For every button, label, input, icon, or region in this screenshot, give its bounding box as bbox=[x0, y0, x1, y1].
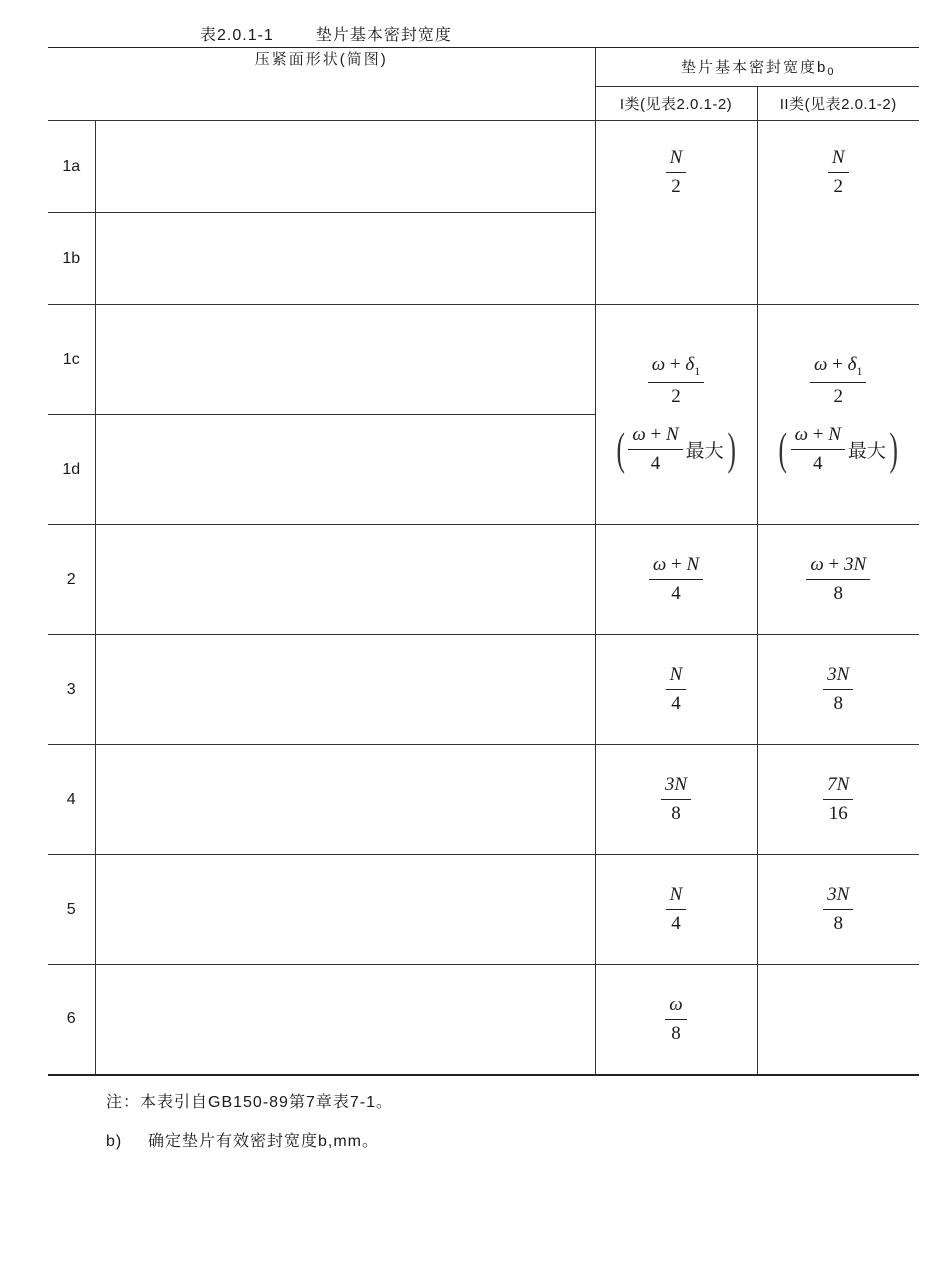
formula-4-c1: $\frac{3N}{8}$ bbox=[661, 774, 691, 825]
b0-class1-4 bbox=[595, 745, 757, 855]
section-marker: b) bbox=[106, 1133, 123, 1150]
b0-class2-3 bbox=[757, 635, 919, 745]
section-text: 确定垫片有效密封宽度b,mm。 bbox=[148, 1133, 380, 1150]
formula-1ab-c1: $\frac{N}{2}$ bbox=[666, 147, 687, 198]
table-title: 垫片基本密封宽度 bbox=[315, 27, 452, 44]
b0-class1-5 bbox=[595, 855, 757, 965]
b0-class1-1ab bbox=[595, 121, 757, 305]
row-label-1d: 1d bbox=[48, 415, 95, 525]
b0-class1-3 bbox=[595, 635, 757, 745]
row-label-1c: 1c bbox=[48, 305, 95, 415]
shape-figure-1b bbox=[95, 213, 595, 305]
header-class-2: II类(见表2.0.1-2) bbox=[757, 87, 919, 121]
row-label-5: 5 bbox=[48, 855, 95, 965]
shape-figure-1d bbox=[95, 415, 595, 525]
row-label-1b: 1b bbox=[48, 213, 95, 305]
formula-1cd-c2: $\frac{\omega + \delta_1}{2}$ bbox=[810, 354, 866, 407]
shape-figure-2 bbox=[95, 525, 595, 635]
b0-class2-4 bbox=[757, 745, 919, 855]
b0-class2-6 bbox=[757, 965, 919, 1075]
formula-3-c1: $\frac{N}{4}$ bbox=[666, 664, 687, 715]
header-b0-text: 垫片基本密封宽度b bbox=[681, 59, 828, 76]
formula-2-c1: $\frac{\omega + N}{4}$ bbox=[649, 554, 703, 605]
shape-figure-3 bbox=[95, 635, 595, 745]
gasket-seal-width-table bbox=[48, 47, 919, 1076]
b0-class1-1cd bbox=[595, 305, 757, 525]
header-shape: 压紧面形状(简图) bbox=[48, 48, 595, 121]
shape-figure-1c bbox=[95, 305, 595, 415]
formula-1cd-c1: $\frac{\omega + \delta_1}{2}$ bbox=[648, 354, 704, 407]
formula-2-c2: $\frac{\omega + 3N}{8}$ bbox=[806, 554, 870, 605]
row-label-6: 6 bbox=[48, 965, 95, 1075]
table-number: 表2.0.1-1 bbox=[200, 27, 274, 44]
row-label-1a: 1a bbox=[48, 121, 95, 213]
formula-3-c2: $\frac{3N}{8}$ bbox=[823, 664, 853, 715]
b0-class2-5 bbox=[757, 855, 919, 965]
row-label-4: 4 bbox=[48, 745, 95, 855]
formula-6-c1: $\frac{\omega}{8}$ bbox=[665, 994, 686, 1045]
shape-figure-1a bbox=[95, 121, 595, 213]
formula-1cd-c2-max: ( $\frac{\omega + N}{4}$ 最大 ) bbox=[778, 423, 898, 475]
table-note: 注：本表引自GB150-89第7章表7-1。 bbox=[106, 1094, 393, 1111]
formula-4-c2: $\frac{7N}{16}$ bbox=[823, 774, 853, 825]
formula-5-c1: $\frac{N}{4}$ bbox=[666, 884, 687, 935]
b0-class2-1ab bbox=[757, 121, 919, 305]
formula-1ab-c2: $\frac{N}{2}$ bbox=[828, 147, 849, 198]
header-class-1: I类(见表2.0.1-2) bbox=[595, 87, 757, 121]
b0-class2-1cd bbox=[757, 305, 919, 525]
formula-5-c2: $\frac{3N}{8}$ bbox=[823, 884, 853, 935]
shape-figure-6 bbox=[95, 965, 595, 1075]
shape-figure-5 bbox=[95, 855, 595, 965]
b0-class1-2 bbox=[595, 525, 757, 635]
formula-1cd-c1-max: ( $\frac{\omega + N}{4}$ 最大 ) bbox=[616, 423, 736, 475]
header-b0-subscript: 0 bbox=[827, 66, 834, 78]
row-label-2: 2 bbox=[48, 525, 95, 635]
section-b-heading bbox=[106, 1128, 379, 1151]
b0-class2-2 bbox=[757, 525, 919, 635]
b0-class1-6 bbox=[595, 965, 757, 1075]
shape-figure-4 bbox=[95, 745, 595, 855]
row-label-3: 3 bbox=[48, 635, 95, 745]
table-caption bbox=[200, 22, 452, 45]
header-b0 bbox=[595, 48, 919, 87]
